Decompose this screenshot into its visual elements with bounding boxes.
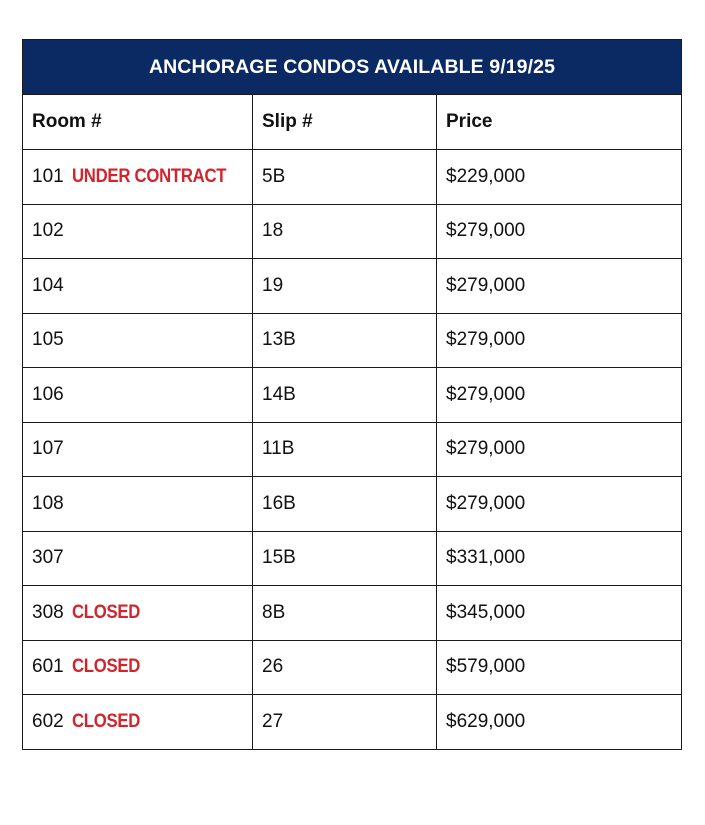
table-row: [23, 531, 682, 586]
slip-cell: 15B: [253, 531, 437, 586]
slip-cell: 26: [253, 640, 437, 695]
price-cell: $279,000: [437, 477, 682, 532]
column-header-room: Room #: [23, 95, 253, 150]
room-number: 104: [32, 274, 64, 296]
room-cell: [23, 259, 253, 314]
room-number: 107: [32, 438, 64, 460]
room-cell: [23, 695, 253, 750]
status-label: CLOSED: [71, 710, 140, 732]
room-number: 108: [32, 492, 64, 514]
table-row: [23, 204, 682, 259]
slip-cell: 18: [253, 204, 437, 259]
slip-cell: 27: [253, 695, 437, 750]
table-row: [23, 150, 682, 205]
status-label: CLOSED: [71, 601, 140, 623]
slip-cell: 14B: [253, 368, 437, 423]
room-cell: [23, 313, 253, 368]
room-number: 308: [32, 601, 64, 623]
price-cell: $229,000: [437, 150, 682, 205]
room-cell: [23, 150, 253, 205]
slip-cell: 11B: [253, 422, 437, 477]
table-row: [23, 368, 682, 423]
room-cell: [23, 586, 253, 641]
price-cell: $629,000: [437, 695, 682, 750]
price-cell: $331,000: [437, 531, 682, 586]
room-number: 105: [32, 329, 64, 351]
room-number: 102: [32, 220, 64, 242]
status-label: UNDER CONTRACT: [71, 165, 226, 187]
column-header-row: [23, 95, 682, 150]
table-title: ANCHORAGE CONDOS AVAILABLE 9/19/25: [23, 40, 682, 95]
table-row: [23, 477, 682, 532]
room-number: 602: [32, 710, 64, 732]
table-row: [23, 695, 682, 750]
room-cell: [23, 477, 253, 532]
table-row: [23, 640, 682, 695]
table-row: [23, 313, 682, 368]
slip-cell: 16B: [253, 477, 437, 532]
condo-listing-table: [22, 39, 682, 750]
price-cell: $579,000: [437, 640, 682, 695]
table-row: [23, 422, 682, 477]
room-number: 307: [32, 547, 64, 569]
slip-cell: 8B: [253, 586, 437, 641]
room-number: 106: [32, 383, 64, 405]
column-header-slip: Slip #: [253, 95, 437, 150]
room-number: 601: [32, 656, 64, 678]
room-cell: [23, 422, 253, 477]
slip-cell: 5B: [253, 150, 437, 205]
price-cell: $279,000: [437, 313, 682, 368]
room-cell: [23, 531, 253, 586]
column-header-price: Price: [437, 95, 682, 150]
title-row: [23, 40, 682, 95]
room-number: 101: [32, 165, 64, 187]
room-cell: [23, 204, 253, 259]
slip-cell: 19: [253, 259, 437, 314]
table-body: [23, 150, 682, 750]
price-cell: $345,000: [437, 586, 682, 641]
price-cell: $279,000: [437, 204, 682, 259]
price-cell: $279,000: [437, 259, 682, 314]
room-cell: [23, 640, 253, 695]
slip-cell: 13B: [253, 313, 437, 368]
status-label: CLOSED: [71, 656, 140, 678]
price-cell: $279,000: [437, 422, 682, 477]
table-row: [23, 586, 682, 641]
price-cell: $279,000: [437, 368, 682, 423]
room-cell: [23, 368, 253, 423]
table-row: [23, 259, 682, 314]
